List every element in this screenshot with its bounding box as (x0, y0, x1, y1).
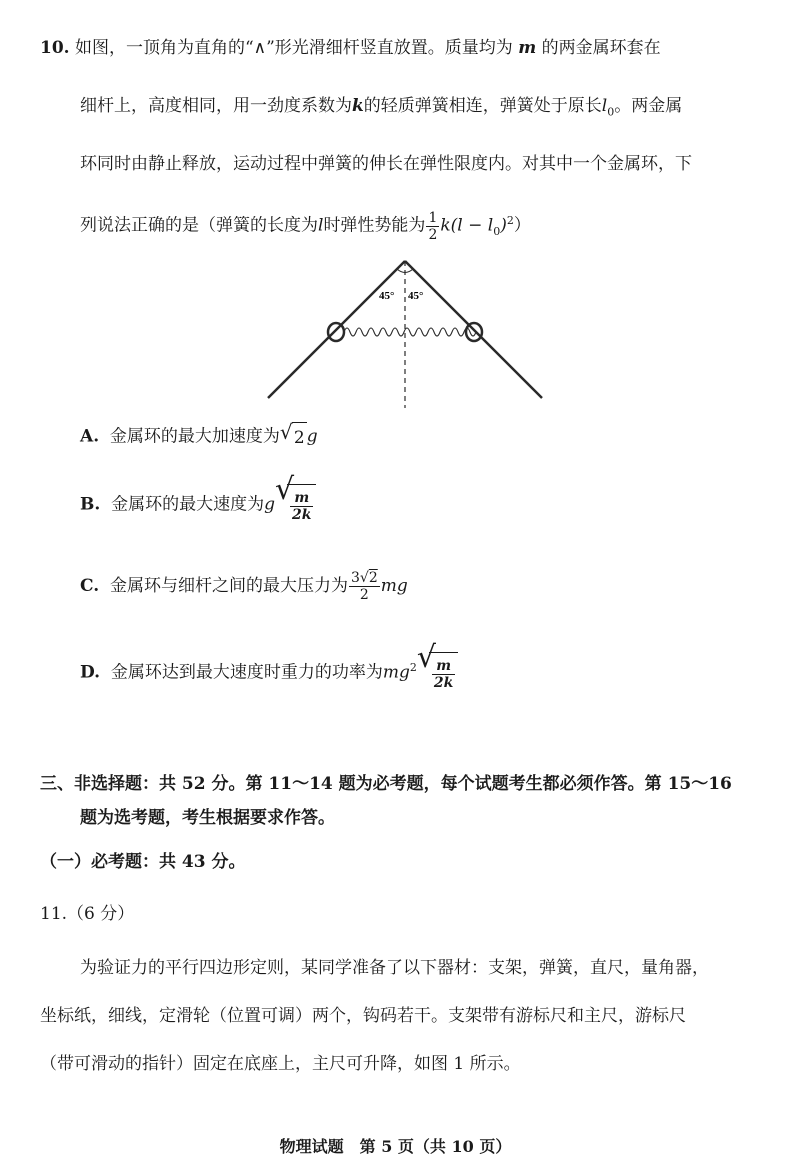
q11-line1: 为验证力的平行四边形定则，某同学准备了以下器材：支架，弹簧，直尺，量角器， (80, 958, 709, 978)
option-b-text: 金属环的最大速度为 (111, 494, 265, 515)
right-rod (405, 261, 542, 398)
option-b-g: g (264, 494, 275, 515)
q10-number: 10. (40, 38, 70, 58)
q10-text-4b: 时弹性势能为 (323, 215, 426, 236)
q11-line3: （带可滑动的指针）固定在底座上，主尺可升降，如图 1 所示。 (40, 1054, 521, 1074)
frac-den: 2 (428, 226, 438, 243)
var-m: m (518, 38, 537, 58)
option-d-label: D. (80, 662, 101, 683)
fraction-half (426, 210, 439, 243)
option-c-label: C. (80, 576, 100, 596)
energy-close: ) (500, 215, 507, 236)
option-d-text: 金属环达到最大速度时重力的功率为 (110, 662, 383, 683)
angle-label-right: 45° (408, 290, 424, 302)
subscript-0: 0 (607, 105, 615, 119)
option-a-g: g (306, 426, 318, 447)
q11-header: 11.（6 分） (40, 904, 135, 924)
page-footer: 物理试题 第 5 页（共 10 页） (279, 1137, 512, 1156)
sqrt-m-over-2k: √ $\frac{m}{2k}$ (275, 484, 316, 526)
section3-subheading: （一）必考题：共 43 分。 (40, 852, 246, 872)
sqrt-m-over-2k-d: √ $\frac{m}{2k}$ (417, 652, 458, 694)
sqrt-2: √ 2 (280, 422, 307, 452)
var-l0: l (601, 96, 608, 116)
q10-text-2a: 细杆上，高度相同，用一劲度系数为 (80, 96, 352, 116)
q10-text-2b: 的轻质弹簧相连，弹簧处于原长 (363, 96, 602, 116)
option-c-text: 金属环与细杆之间的最大压力为 (109, 576, 348, 596)
q10-text-1-end: 的两金属环套在 (541, 38, 661, 58)
q10-text-4a: 列说法正确的是（弹簧的长度为 (80, 215, 318, 236)
option-b (80, 472, 316, 526)
option-a-text: 金属环的最大加速度为 (109, 426, 280, 447)
diagram-svg (258, 256, 558, 412)
q10-line4 (80, 204, 531, 249)
q10-line1 (40, 36, 661, 60)
q10-text-2c: 。两金属 (614, 96, 683, 116)
section3-line2: 题为选考题，考生根据要求作答。 (80, 808, 335, 828)
option-c (80, 566, 408, 606)
q10-text-4-end: ） (513, 215, 531, 236)
section3-line1: 三、非选择题：共 52 分。第 11～14 题为必考题，每个试题考生都必须作答。第 15～16 (40, 774, 732, 794)
var-l: l (318, 215, 324, 236)
spring (344, 328, 476, 336)
option-b-label: B. (80, 494, 101, 515)
frac-num: 1 (428, 209, 438, 226)
fraction-3root2-over-2: $\frac{3√2}{2}$ (350, 570, 378, 603)
option-d-mg: mg (382, 662, 410, 683)
q10-line3: 环同时由静止释放，运动过程中弹簧的伸长在弹性限度内。对其中一个金属环，下 (80, 154, 692, 174)
energy-sup2: 2 (506, 214, 514, 227)
energy-sub0: 0 (493, 225, 501, 239)
option-a-label: A. (80, 426, 100, 447)
q10-text-1: 如图，一顶角为直角的“∧”形光滑细杆竖直放置。质量均为 (74, 38, 513, 58)
q10-line2 (80, 94, 682, 124)
var-k: k (352, 96, 364, 116)
option-d (80, 640, 458, 694)
option-a (80, 422, 318, 452)
metal-ring-left (328, 323, 344, 341)
option-d-sup: 2 (409, 661, 417, 674)
rod-spring-diagram (258, 256, 558, 416)
energy-expr: k(l − l (440, 215, 494, 236)
angle-label-left: 45° (379, 290, 395, 302)
option-c-mg: mg (380, 576, 408, 596)
q11-line2: 坐标纸，细线，定滑轮（位置可调）两个，钩码若干。支架带有游标尺和主尺，游标尺 (40, 1006, 686, 1026)
metal-ring-right (466, 323, 482, 341)
